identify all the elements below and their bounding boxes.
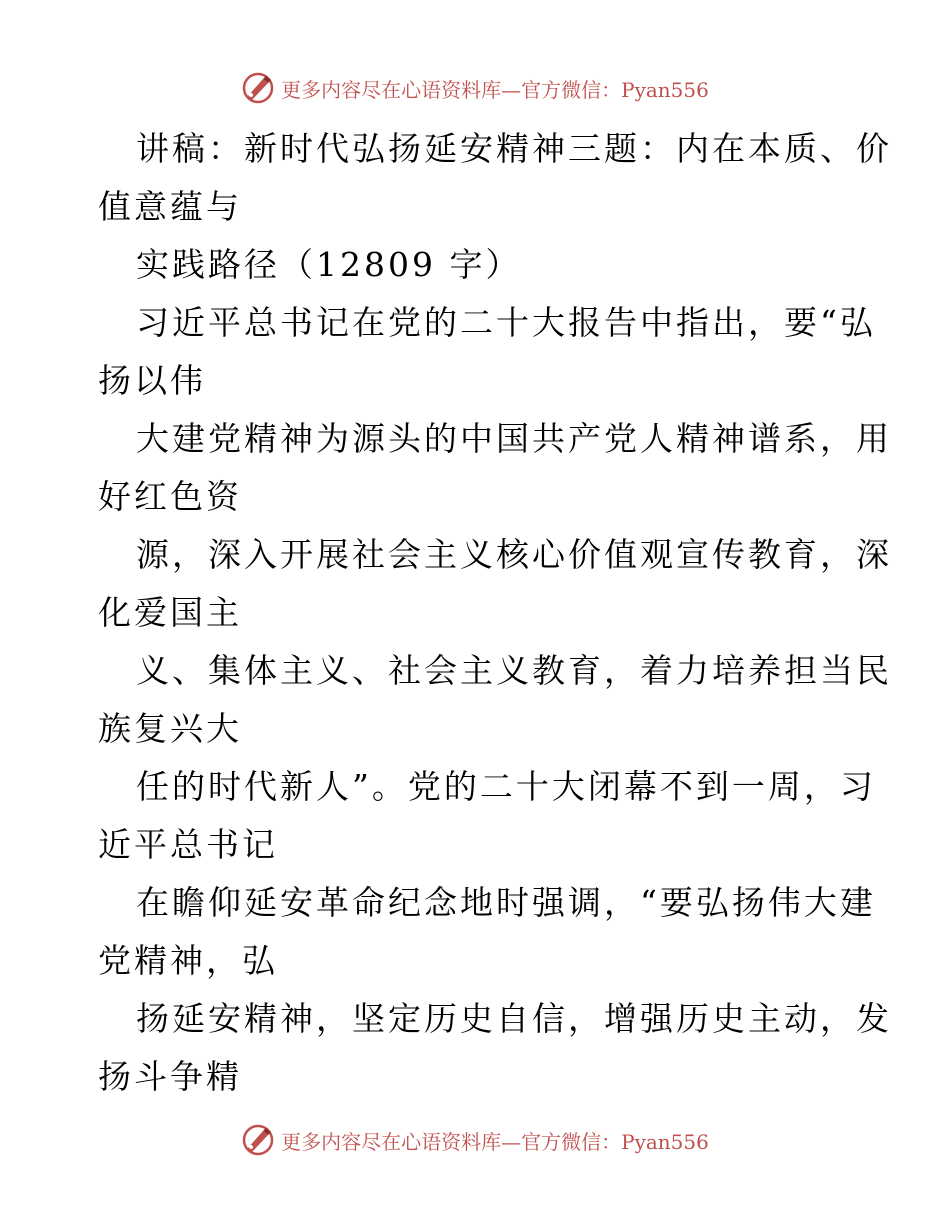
watermark-text: 更多内容尽在心语资料库—官方微信：Pyan556: [281, 1129, 709, 1154]
text-line: 实践路径（12809 字）: [136, 245, 522, 284]
text-line: 党精神，弘: [98, 941, 278, 980]
text-line: 扬以伟: [98, 361, 206, 400]
text-line: 习近平总书记在党的二十大报告中指出，要“弘: [136, 303, 876, 342]
text-line: 在瞻仰延安革命纪念地时强调，“要弘扬伟大建: [136, 883, 876, 922]
header-watermark: [0, 68, 950, 108]
text-line: 值意蕴与: [98, 187, 242, 226]
text-line: 近平总书记: [98, 825, 278, 864]
pen-circle-logo-icon: [241, 1123, 275, 1157]
text-line: 义、集体主义、社会主义教育，着力培养担当民: [136, 651, 892, 690]
text-line: 讲稿：新时代弘扬延安精神三题：内在本质、价: [136, 129, 892, 168]
pen-circle-logo-icon: [241, 71, 275, 105]
text-line: 好红色资: [98, 477, 242, 516]
text-line: 扬延安精神，坚定历史自信，增强历史主动，发: [136, 999, 892, 1038]
text-line: 化爱国主: [98, 593, 242, 632]
document-body: [98, 120, 892, 1106]
watermark-text: 更多内容尽在心语资料库—官方微信：Pyan556: [281, 77, 709, 102]
text-line: 族复兴大: [98, 709, 242, 748]
text-line: 源，深入开展社会主义核心价值观宣传教育，深: [136, 535, 892, 574]
footer-watermark: [0, 1120, 950, 1160]
text-line: 任的时代新人”。党的二十大闭幕不到一周，习: [136, 767, 876, 806]
text-line: 大建党精神为源头的中国共产党人精神谱系，用: [136, 419, 892, 458]
text-line: 扬斗争精: [98, 1057, 242, 1096]
